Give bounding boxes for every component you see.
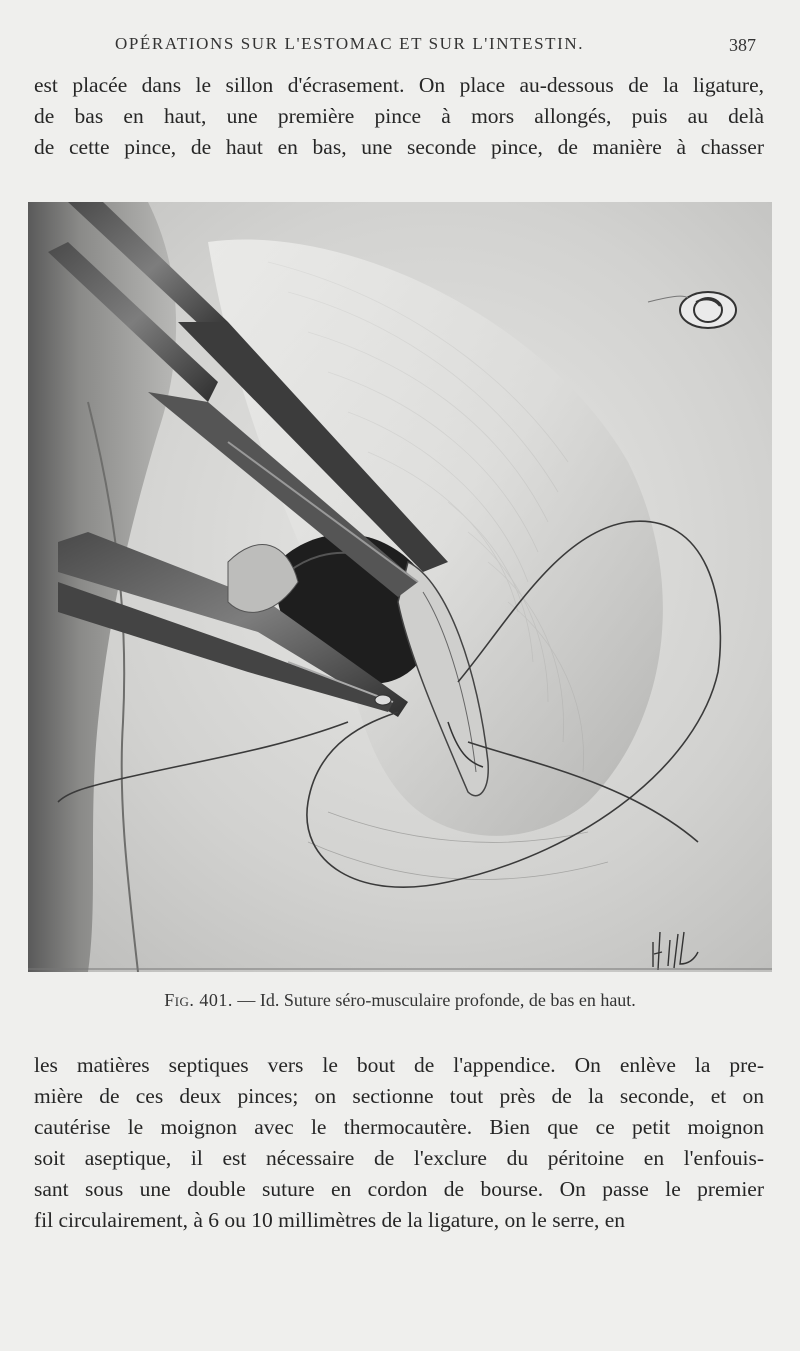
- text-line: cautérise le moignon avec le thermocautère. Bien que ce petit moignon: [34, 1115, 764, 1139]
- bottom-paragraph: [34, 1050, 764, 1236]
- text-line: de cette pince, de haut en bas, une seconde pince, de manière à chasser: [34, 135, 764, 159]
- figure-caption-text: — Id. Suture séro-musculaire profonde, de bas en haut.: [237, 990, 636, 1010]
- figure-label: Fig. 401.: [164, 990, 233, 1010]
- running-header: [0, 34, 800, 60]
- text-line: de bas en haut, une première pince à mors allongés, puis au delà: [34, 104, 764, 128]
- figure-caption: [0, 990, 800, 1011]
- top-paragraph: [34, 70, 764, 163]
- text-line: fil circulairement, à 6 ou 10 millimètres de la ligature, on le serre, en: [34, 1208, 626, 1232]
- text-line: les matières septiques vers le bout de l'appendice. On enlève la pre-: [34, 1053, 764, 1077]
- running-title: OPÉRATIONS SUR L'ESTOMAC ET SUR L'INTESTIN.: [115, 34, 585, 53]
- text-line: mière de ces deux pinces; on sectionne tout près de la seconde, et on: [34, 1084, 764, 1108]
- text-line: sant sous une double suture en cordon de bourse. On passe le premier: [34, 1177, 764, 1201]
- surgical-illustration: [28, 202, 772, 972]
- text-line: soit aseptique, il est nécessaire de l'exclure du péritoine en l'enfouis-: [34, 1146, 764, 1170]
- text-line: est placée dans le sillon d'écrasement. On place au-dessous de la ligature,: [34, 73, 764, 97]
- page-number: 387: [729, 35, 756, 55]
